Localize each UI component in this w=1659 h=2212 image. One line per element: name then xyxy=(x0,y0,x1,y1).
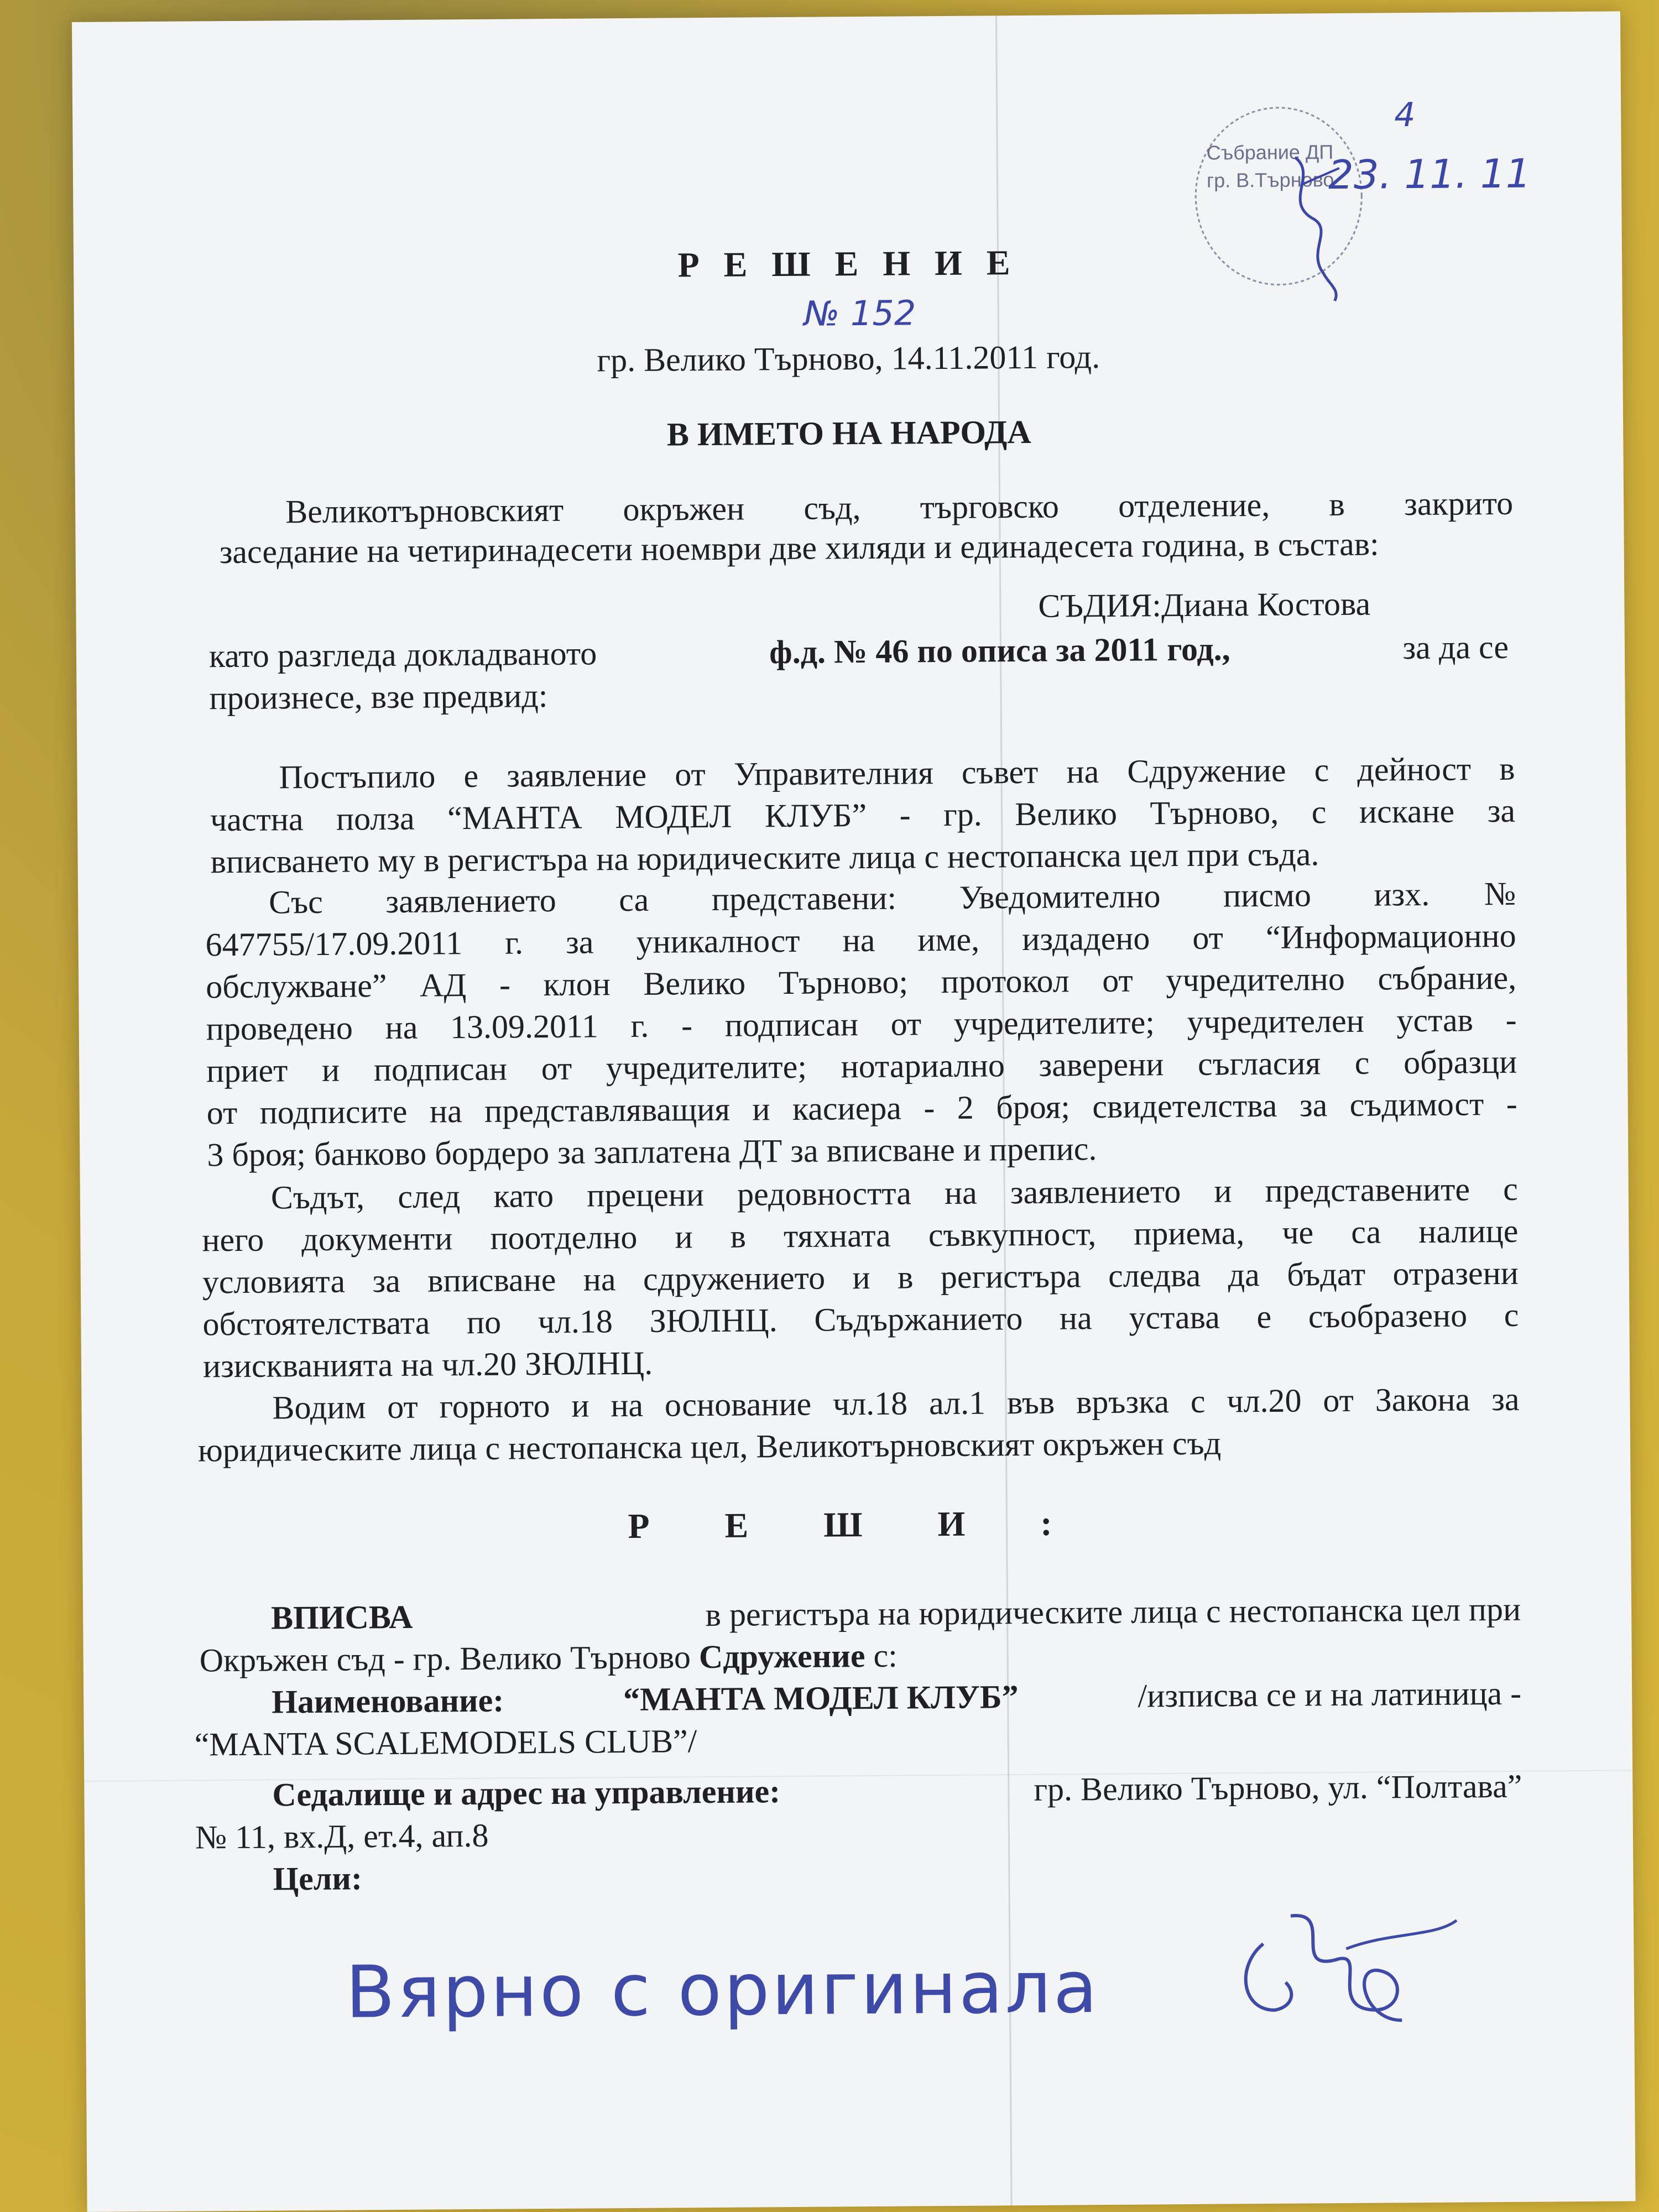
p3-line-1: Съдът, след като прецени редовността на заявлението и представените с xyxy=(270,1170,1519,1216)
seat-line-2: № 11, вх.Д, ет.4, ап.8 xyxy=(195,1817,489,1856)
p3-line-3: условията за вписване на сдружението и в регистъра следва да бъдат отразени xyxy=(202,1254,1519,1301)
judge-line: СЪДИЯ:Диана Костова xyxy=(1038,585,1371,624)
p2-line-2: 647755/17.09.2011 г. за уникалност на име, издадено от “Информационно xyxy=(205,917,1516,963)
stamp-line-1: Събрание ДП xyxy=(1206,140,1334,164)
p3-line-4: обстоятелствата по чл.18 ЗЮЛНЦ. Съдържанието на устава е съобразено с xyxy=(202,1296,1519,1343)
p4-line-2: юридическите лица с нестопанска цел, Великотърновският окръжен съд xyxy=(197,1425,1222,1469)
place-and-date: гр. Велико Търново, 14.11.2011 год. xyxy=(597,338,1100,379)
seat-line xyxy=(272,1765,1522,1816)
goals-label: Цели: xyxy=(273,1860,363,1897)
case-line-2: произнесе, взе предвид: xyxy=(209,677,548,717)
vpisva-rest: в регистъра на юридическите лица с нестопанска цел при xyxy=(705,1590,1521,1634)
certification-signature xyxy=(1224,1881,1480,2049)
p3-line-2: него документи поотделно и в тяхната съвкупност, приема, че са налице xyxy=(202,1212,1519,1259)
p2-line-3: обслужване” АД - клон Велико Търново; протокол от учредително събрание, xyxy=(205,959,1517,1005)
p1-line-3: вписването му в регистъра на юридическите лица с нестопанска цел при съда. xyxy=(210,836,1319,880)
in-the-name-of-the-people: В ИМЕТО НА НАРОДА xyxy=(666,413,1031,453)
case-number: ф.д. № 46 по описа за 2011 год., xyxy=(769,630,1230,671)
name-label: Наименование: xyxy=(271,1682,504,1720)
p2-line-1: Със заявлението са представени: Уведомително писмо изх.№ xyxy=(268,875,1516,921)
stamp-line-2: гр. В.Търново xyxy=(1206,168,1334,192)
case-suffix: за да се xyxy=(1402,628,1509,666)
court-prefix: Окръжен съд - гр. Велико Търново xyxy=(199,1639,691,1679)
p1-line-2: частна полза “МАНТА МОДЕЛ КЛУБ” - гр. Велико Търново, с искане за xyxy=(210,792,1516,838)
vpisva-line xyxy=(271,1588,1521,1639)
name-rest: /изписва се и на латиница - xyxy=(1138,1674,1522,1714)
p1-line-1: Постъпило е заявление от Управителния съвет на Сдружение с дейност в xyxy=(279,750,1515,796)
stamp-date: 23. 11. 11 xyxy=(1328,150,1531,199)
stamp-incoming-number: 4 xyxy=(1394,96,1416,135)
p2-line-4: проведено на 13.09.2011 г. - подписан от учредителите; учредителен устав - xyxy=(206,1001,1517,1047)
document-page xyxy=(72,11,1636,2211)
court-line xyxy=(199,1635,898,1682)
name-value: “МАНТА МОДЕЛ КЛУБ” xyxy=(623,1678,1019,1718)
p3-line-5: изискванията на чл.20 ЗЮЛНЦ. xyxy=(202,1344,653,1385)
seat-value: гр. Велико Търново, ул. “Полтава” xyxy=(1034,1767,1522,1808)
case-line xyxy=(209,626,1509,677)
p2-line-5: приет и подписан от учредителите; нотариално заверени съгласия с образци xyxy=(206,1043,1517,1089)
stamp-signature-scribble xyxy=(1273,140,1385,306)
document-title: Р Е Ш Е Н И Е xyxy=(677,243,1018,285)
association-label: Сдружение xyxy=(698,1637,865,1676)
vpisva-bold: ВПИСВА xyxy=(270,1598,413,1636)
decision-title: Р Е Ш И : xyxy=(628,1503,1086,1546)
name-line xyxy=(272,1672,1521,1723)
p4-line-1: Водим от горното и на основание чл.18 ал.1 във връзка с чл.20 от Закона за xyxy=(272,1380,1520,1426)
case-prefix: като разгледа докладваното xyxy=(208,635,597,675)
seat-label: Седалище и адрес на управление: xyxy=(272,1773,781,1813)
name-latin: “MANTA SCALEMODELS CLUB”/ xyxy=(194,1723,697,1763)
p2-line-7: 3 броя; банково бордеро за заплатена ДТ за вписване и препис. xyxy=(207,1130,1097,1173)
decision-number: № 152 xyxy=(804,293,916,334)
p2-line-6: от подписите на представляващия и касиера - 2 броя; свидетелства за съдимост - xyxy=(206,1085,1517,1131)
certified-true-copy-note: Вярно с оригинала xyxy=(345,1945,1100,2034)
registration-stamp xyxy=(1184,85,1531,319)
intro-line-2: заседание на четиринадесети ноември две хиляди и единадесета година, в състав: xyxy=(219,525,1379,571)
court-suffix: с: xyxy=(873,1637,898,1674)
intro-line-1: Великотърновският окръжен съд, търговско отделение, в закрито xyxy=(285,484,1514,530)
